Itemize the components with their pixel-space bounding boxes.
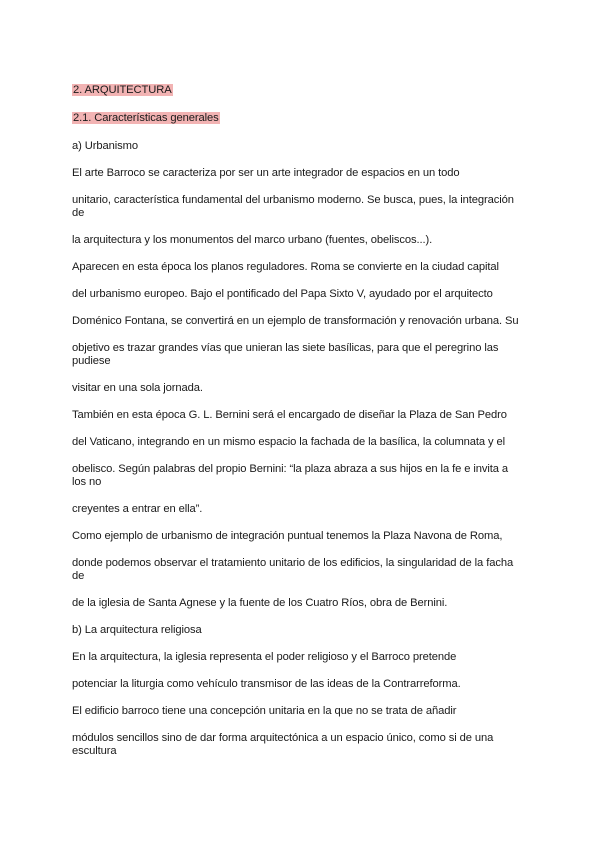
paragraph-line: El arte Barroco se caracteriza por ser un arte integrador de espacios en un todo <box>72 167 460 179</box>
paragraph-line: visitar en una sola jornada. <box>72 382 203 394</box>
paragraph-line: la arquitectura y los monumentos del marco urbano (fuentes, obeliscos...). <box>72 234 433 246</box>
paragraph-line: de <box>72 570 85 582</box>
subheading-urbanismo: a) Urbanismo <box>72 140 138 152</box>
paragraph-line: módulos sencillos sino de dar forma arquitectónica a un espacio único, como si de una <box>72 732 494 744</box>
paragraph-line: unitario, característica fundamental del urbanismo moderno. Se busca, pues, la integración <box>72 194 514 206</box>
paragraph-line: En la arquitectura, la iglesia representa el poder religioso y el Barroco pretende <box>72 651 457 663</box>
paragraph-line: potenciar la liturgia como vehículo transmisor de las ideas de la Contrarreforma. <box>72 678 461 690</box>
subheading-arquitectura-religiosa: b) La arquitectura religiosa <box>72 624 202 636</box>
paragraph-line: escultura <box>72 745 117 757</box>
paragraph-line: Doménico Fontana, se convertirá en un ejemplo de transformación y renovación urbana. Su <box>72 315 519 327</box>
paragraph-line: los no <box>72 476 102 488</box>
paragraph-line: El edificio barroco tiene una concepción unitaria en la que no se trata de añadir <box>72 705 457 717</box>
heading-subsection: 2.1. Características generales <box>73 112 219 124</box>
paragraph-line: También en esta época G. L. Bernini será el encargado de diseñar la Plaza de San Pedro <box>72 409 507 421</box>
heading-section: 2. ARQUITECTURA <box>73 84 172 96</box>
paragraph-line: del Vaticano, integrando en un mismo espacio la fachada de la basílica, la columnata y el <box>72 436 506 448</box>
paragraph-line: Aparecen en esta época los planos reguladores. Roma se convierte en la ciudad capital <box>72 261 499 273</box>
paragraph-line: Como ejemplo de urbanismo de integración puntual tenemos la Plaza Navona de Roma, <box>72 530 503 542</box>
paragraph-line: creyentes a entrar en ella”. <box>72 503 203 515</box>
paragraph-line: de la iglesia de Santa Agnese y la fuente de los Cuatro Ríos, obra de Bernini. <box>72 597 448 609</box>
paragraph-line: del urbanismo europeo. Bajo el pontificado del Papa Sixto V, ayudado por el arquitecto <box>72 288 493 300</box>
paragraph-line: obelisco. Según palabras del propio Bernini: “la plaza abraza a sus hijos en la fe e invita a <box>72 463 508 475</box>
paragraph-line: de <box>72 207 85 219</box>
paragraph-line: objetivo es trazar grandes vías que unieran las siete basílicas, para que el peregrino las <box>72 342 499 354</box>
paragraph-line: pudiese <box>72 355 111 367</box>
paragraph-line: donde podemos observar el tratamiento unitario de los edificios, la singularidad de la facha <box>72 557 514 569</box>
